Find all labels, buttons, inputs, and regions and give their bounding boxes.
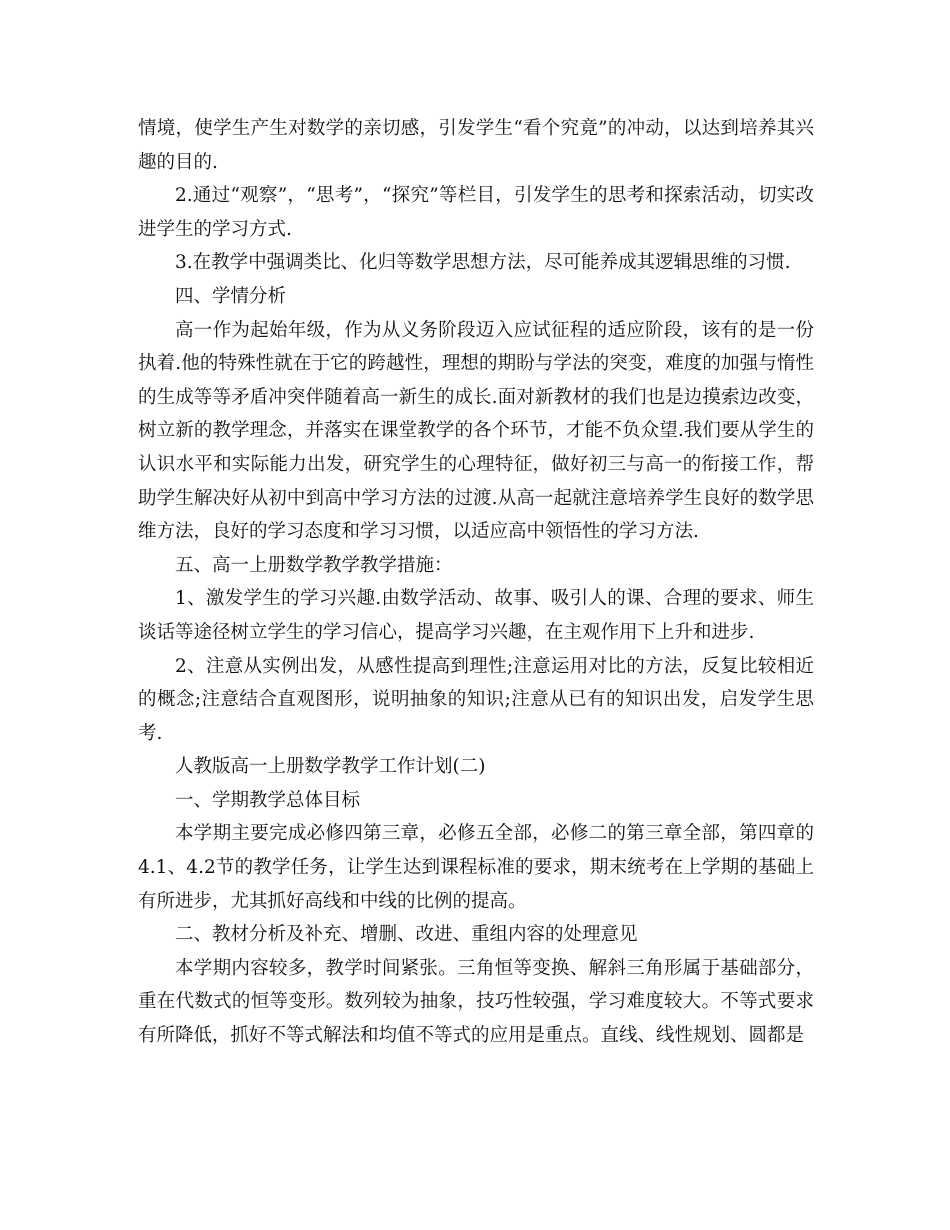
section-heading-student-analysis: 四、学情分析 — [175, 285, 287, 307]
document-title-part-2: 人教版高一上册数学教学工作计划(二) — [175, 756, 486, 778]
paragraph-textbook-analysis: 本学期内容较多，教学时间紧张。三角恒等变换、解斜三角形属于基础部分，重在代数式的恒等变形。数列较为抽象，技巧性较强，学习难度较大。不等式要求有所降低，抓好不等式解法和均值不等式的应用是重点。直线、线性规划、圆都是 — [138, 957, 814, 1047]
document-body — [138, 112, 814, 1053]
section-heading-textbook-analysis: 二、教材分析及补充、增删、改进、重组内容的处理意见 — [175, 924, 638, 946]
paragraph-item-2: 2.通过“观察”，“思考”，“探究”等栏目，引发学生的思考和探索活动，切实改进学生的学习方式. — [138, 185, 814, 240]
section-heading-semester-goals: 一、学期教学总体目标 — [175, 789, 361, 811]
paragraph-measure-1: 1、激发学生的学习兴趣.由数学活动、故事、吸引人的课、合理的要求、师生谈话等途径树立学生的学习信心，提高学习兴趣，在主观作用下上升和进步. — [138, 588, 814, 643]
paragraph-measure-2: 2、注意从实例出发，从感性提高到理性;注意运用对比的方法，反复比较相近的概念;注意结合直观图形，说明抽象的知识;注意从已有的知识出发，启发学生思考. — [138, 655, 814, 744]
paragraph-item-3: 3.在教学中强调类比、化归等数学思想方法，尽可能养成其逻辑思维的习惯. — [175, 252, 791, 274]
section-heading-teaching-measures: 五、高一上册数学教学教学措施： — [175, 554, 453, 576]
paragraph-semester-goals: 本学期主要完成必修四第三章，必修五全部，必修二的第三章全部，第四章的4.1、4.2节的教学任务，让学生达到课程标准的要求，期末统考在上学期的基础上有所进步，尤其抓好高线和中线的比例的提高。 — [138, 823, 814, 912]
paragraph-intro-continuation: 情境，使学生产生对数学的亲切感，引发学生“看个究竟”的冲动，以达到培养其兴趣的目的. — [138, 118, 814, 173]
paragraph-student-analysis: 高一作为起始年级，作为从义务阶段迈入应试征程的适应阶段，该有的是一份执着.他的特殊性就在于它的跨越性，理想的期盼与学法的突变，难度的加强与惰性的生成等等矛盾冲突伴随着高一新生的成长.面对新教材的我们也是边摸索边改变，树立新的教学理念，并落实在课堂教学的各个环节，才能不负众望.我们要从学生的认识水平和实际能力出发，研究学生的心理特征，做好初三与高一的衔接工作，帮助学生解决好从初中到高中学习方法的过渡.从高一起就注意培养学生良好的数学思维方法，良好的学习态度和学习习惯，以适应高中领悟性的学习方法. — [138, 319, 814, 543]
